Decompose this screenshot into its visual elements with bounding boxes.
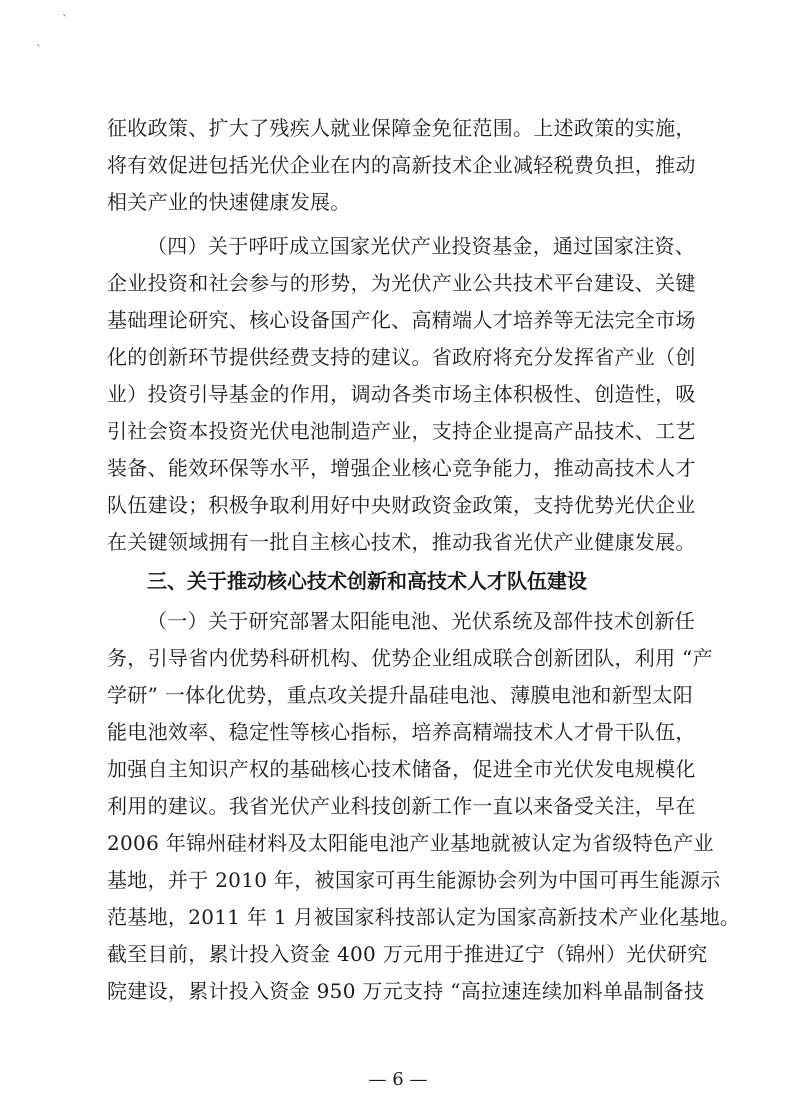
paragraph-line: 化的创新环节提供经费支持的建议。省政府将充分发挥省产业（创 [107, 345, 696, 369]
paragraph-line: 队伍建设；积极争取利用好中央财政资金政策，支持优势光伏企业 [107, 493, 696, 517]
paragraph-line: 学研” 一体化优势，重点攻关提升晶硅电池、薄膜电池和新型太阳 [107, 683, 693, 707]
paragraph-line: （一）关于研究部署太阳能电池、光伏系统及部件技术创新任 [147, 609, 696, 633]
paragraph-line: 截至目前，累计投入资金 400 万元用于推进辽宁（锦州）光伏研究 [107, 942, 708, 966]
page-number: — 6 — [368, 1069, 428, 1090]
paragraph-line: （四）关于呼吁成立国家光伏产业投资基金，通过国家注资、 [147, 234, 696, 258]
paragraph-line: 院建设，累计投入资金 950 万元支持 “高拉速连续加料单晶制备技 [107, 979, 705, 1003]
section-heading: 三、关于推动核心技术创新和高技术人才队伍建设 [147, 569, 587, 593]
paragraph-line: 能电池效率、稳定性等核心指标，培养高精端技术人才骨干队伍， [107, 720, 696, 744]
paragraph-line: 范基地，2011 年 1 月被国家科技部认定为国家高新技术产业化基地。 [107, 905, 741, 929]
paragraph-line: 装备、能效环保等水平，增强企业核心竞争能力，推动高技术人才 [107, 456, 696, 480]
paragraph-line: 引社会资本投资光伏电池制造产业，支持企业提高产品技术、工艺 [107, 419, 696, 443]
paragraph-line: 基础理论研究、核心设备国产化、高精端人才培养等无法完全市场 [107, 308, 696, 332]
paragraph-line: 征收政策、扩大了残疾人就业保障金免征范围。上述政策的实施， [107, 116, 696, 140]
paragraph-line: 在关键领域拥有一批自主核心技术，推动我省光伏产业健康发展。 [107, 530, 696, 554]
paragraph-line: 加强自主知识产权的基础核心技术储备，促进全市光伏发电规模化 [107, 757, 696, 781]
scan-mark: ` [62, 13, 68, 27]
scan-mark: ` [36, 43, 42, 57]
paragraph-line: 企业投资和社会参与的形势，为光伏产业公共技术平台建设、关键 [107, 271, 696, 295]
paragraph-line: 基地，并于 2010 年，被国家可再生能源协会列为中国可再生能源示 [107, 868, 721, 892]
paragraph-line: 相关产业的快速健康发展。 [107, 190, 351, 214]
paragraph-line: 务，引导省内优势科研机构、优势企业组成联合创新团队，利用 “产 [107, 646, 713, 670]
paragraph-line: 2006 年锦州硅材料及太阳能电池产业基地就被认定为省级特色产业 [107, 831, 714, 855]
paragraph-line: 业）投资引导基金的作用，调动各类市场主体积极性、创造性，吸 [107, 382, 696, 406]
paragraph-line: 利用的建议。我省光伏产业科技创新工作一直以来备受关注，早在 [107, 794, 696, 818]
paragraph-line: 将有效促进包括光伏企业在内的高新技术企业减轻税费负担，推动 [107, 153, 696, 177]
